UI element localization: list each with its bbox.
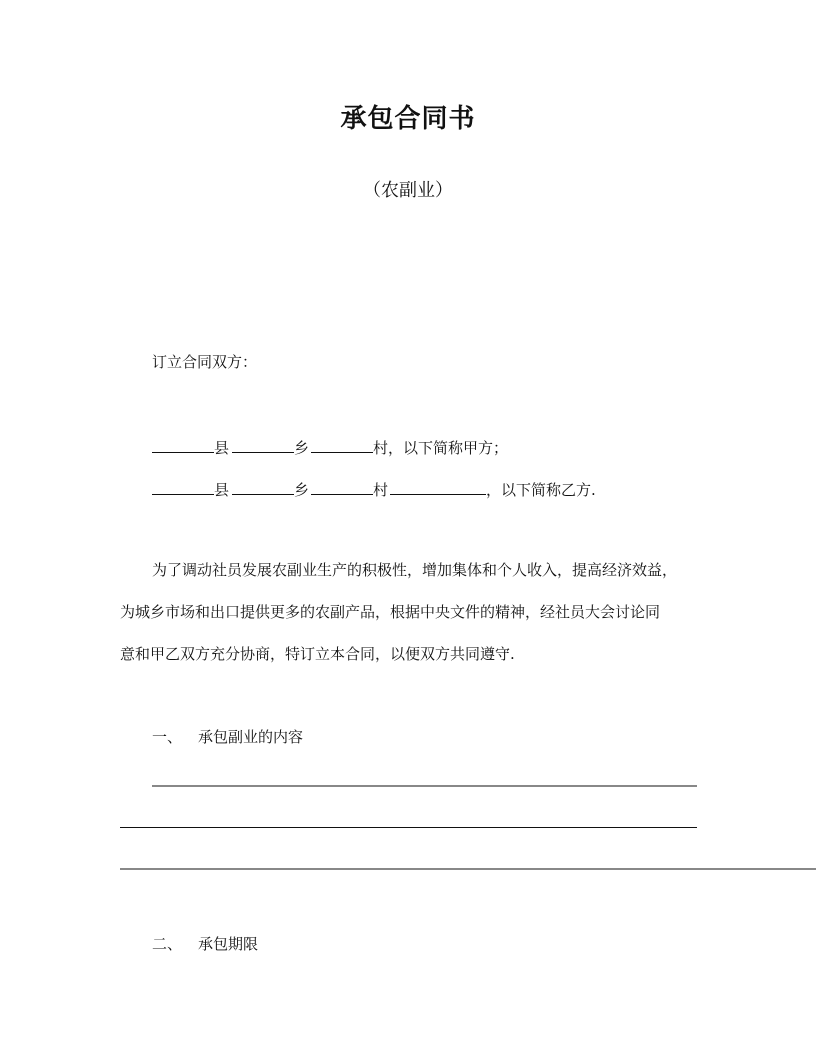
township-blank[interactable] [232,437,294,453]
section-number: 一、 [152,728,183,746]
county-blank[interactable] [152,437,214,453]
section-number: 二、 [152,935,183,953]
party-b-suffix: ，以下简称乙方. [486,481,596,499]
village-blank[interactable] [311,437,373,453]
township-blank[interactable] [232,479,294,495]
document-title: 承包合同书 [340,104,476,134]
party-a-suffix: ，以下简称甲方； [388,439,509,457]
preamble-line: 意和甲乙双方充分协商，特订立本合同，以便双方共同遵守. [120,645,515,663]
township-label: 乡 [294,481,310,499]
fill-line[interactable] [120,868,816,870]
section-title: 承包期限 [198,935,259,953]
village-blank[interactable] [311,479,373,495]
document-subtitle: （农副业） [363,180,453,201]
section-heading [152,727,303,747]
preamble-line: 为了调动社员发展农副业生产的积极性，增加集体和个人收入，提高经济效益， [152,561,678,579]
party-b-line [152,479,596,500]
county-label: 县 [214,481,230,499]
section-heading [152,934,258,954]
fill-line[interactable] [152,785,697,787]
parties-label: 订立合同双方： [152,353,258,371]
preamble-line: 为城乡市场和出口提供更多的农副产品，根据中央文件的精神，经社员大会讨论同 [120,603,661,621]
fill-line[interactable] [120,827,697,828]
party-a-line [152,437,508,458]
township-label: 乡 [294,439,310,457]
village-label: 村 [373,481,389,499]
section-title: 承包副业的内容 [198,728,304,746]
county-label: 县 [214,439,230,457]
county-blank[interactable] [152,479,214,495]
name-blank[interactable] [390,479,486,495]
village-label: 村 [373,439,389,457]
